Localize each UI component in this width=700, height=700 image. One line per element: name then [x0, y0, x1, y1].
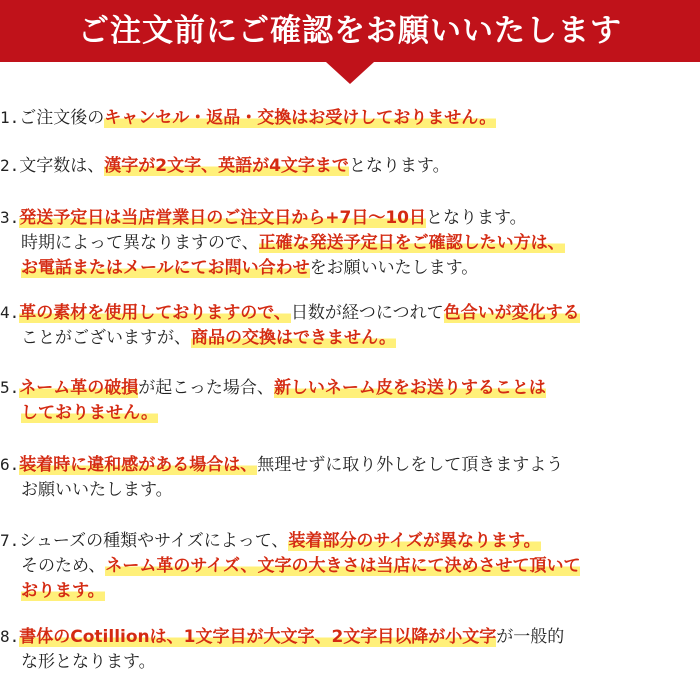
highlighted-text: お電話またはメールにてお問い合わせ — [21, 258, 310, 278]
notice-line — [0, 153, 450, 179]
notice-text: が起こった場合、 — [138, 378, 274, 398]
highlighted-text: 書体のCotillionは、1文字目が大文字、2文字目以降が小文字 — [19, 627, 497, 647]
notice-text: 無理せずに取り外しをして頂きますよう — [257, 455, 564, 475]
notice-line — [0, 300, 580, 326]
highlighted-text: 新しいネーム皮をお送りすることは — [273, 378, 546, 398]
item-number: 4. — [0, 303, 20, 322]
notice-line — [21, 325, 396, 351]
notice-text: となります。 — [348, 156, 450, 176]
highlighted-text: 革の素材を使用しておりますので、 — [19, 303, 291, 323]
notice-line — [0, 528, 541, 554]
highlighted-text: しておりません。 — [21, 403, 159, 423]
highlighted-text: 装着部分のサイズが異なります。 — [288, 531, 541, 551]
highlighted-text: ネーム革のサイズ、文字の大きさは当店にて決めさせて頂いて — [105, 556, 581, 576]
notice-line — [0, 205, 527, 231]
notice-line — [21, 255, 478, 281]
header-pointer-notch — [326, 62, 374, 84]
notice-line — [21, 230, 565, 256]
highlighted-text: ネーム革の破損 — [19, 378, 139, 398]
highlighted-text: 装着時に違和感がある場合は、 — [19, 455, 258, 475]
notice-line — [0, 452, 563, 478]
notice-line — [0, 375, 546, 401]
notice-line — [21, 578, 105, 604]
highlighted-text: 正確な発送予定日をご確認したい方は、 — [258, 233, 565, 253]
notice-line — [21, 649, 156, 675]
notice-line — [0, 105, 496, 131]
highlighted-text: キャンセル・返品・交換はお受けしておりません。 — [104, 108, 497, 128]
notice-text: シューズの種類やサイズによって、 — [19, 531, 289, 551]
highlighted-text: 漢字が2文字、英語が4文字まで — [104, 156, 349, 176]
notice-text: が一般的 — [496, 627, 565, 647]
item-number: 6. — [0, 455, 20, 474]
notice-text: 文字数は、 — [19, 156, 105, 176]
highlighted-text: 色合いが変化する — [443, 303, 580, 323]
highlighted-text: 発送予定日は当店営業日のご注文日から+7日～10日 — [19, 208, 426, 228]
notice-text: お願いいたします。 — [21, 480, 173, 500]
highlighted-text: おります。 — [21, 581, 105, 601]
notice-text: となります。 — [426, 208, 527, 228]
header-title: ご注文前にご確認をお願いいたします — [78, 13, 622, 49]
item-number: 7. — [0, 531, 20, 550]
notice-line — [0, 624, 564, 650]
notice-line — [21, 400, 158, 426]
notice-header-banner — [0, 0, 700, 62]
notice-line — [21, 477, 173, 503]
notice-text: ご注文後の — [19, 108, 105, 128]
notice-text: ことがございますが、 — [21, 328, 191, 348]
notice-text: 日数が経つにつれて — [290, 303, 444, 323]
item-number: 5. — [0, 378, 20, 397]
notice-text: な形となります。 — [21, 652, 156, 672]
item-number: 3. — [0, 208, 20, 227]
item-number: 2. — [0, 156, 20, 175]
item-number: 1. — [0, 108, 20, 127]
notice-text: そのため、 — [21, 556, 106, 576]
notice-text: をお願いいたします。 — [309, 258, 479, 278]
highlighted-text: 商品の交換はできません。 — [191, 328, 397, 348]
notice-line — [21, 553, 580, 579]
item-number: 8. — [0, 627, 20, 646]
notice-text: 時期によって異なりますので、 — [21, 233, 259, 253]
